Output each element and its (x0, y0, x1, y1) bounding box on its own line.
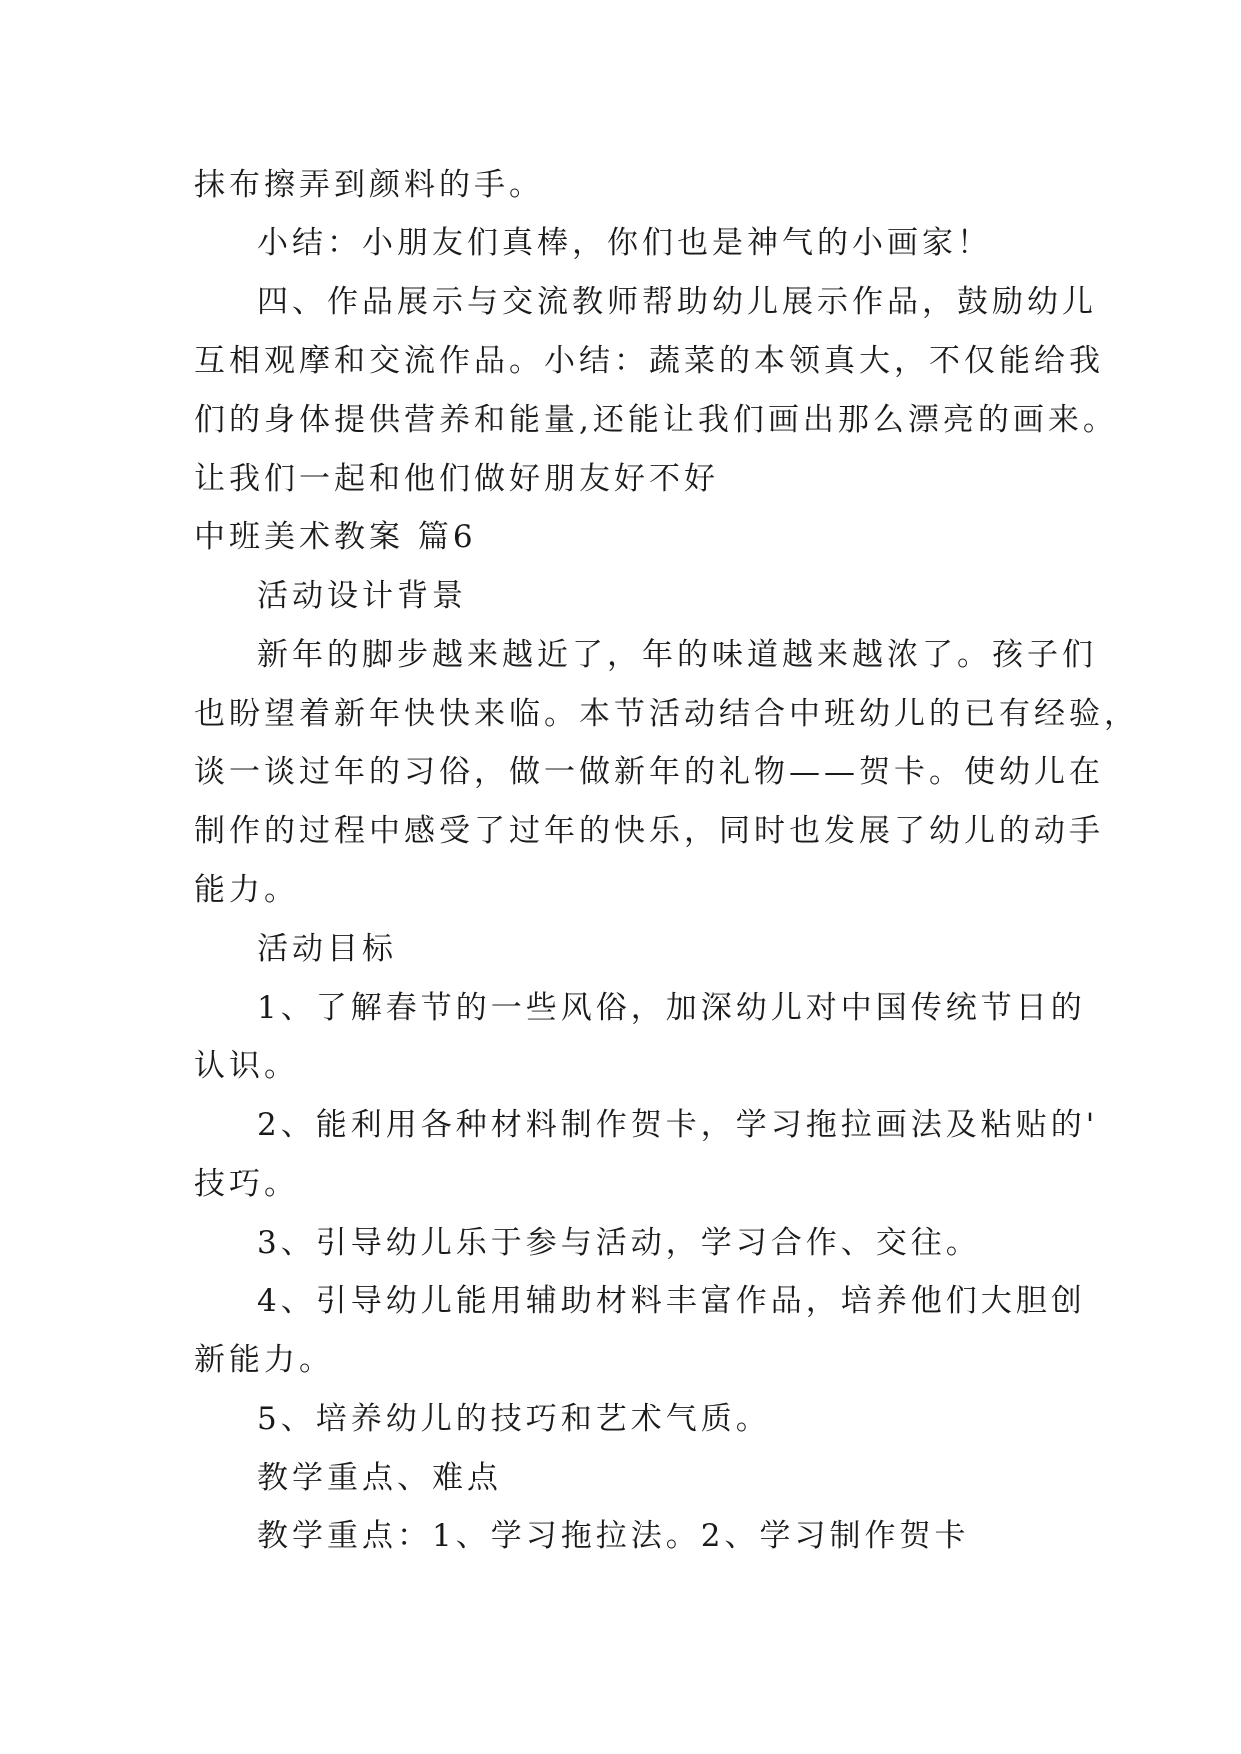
subheading: 活动目标 (257, 931, 397, 967)
section-heading: 中班美术教案 篇6 (194, 519, 477, 555)
text-line: 让我们一起和他们做好朋友好不好 (194, 461, 719, 497)
text-line: 四、作品展示与交流教师帮助幼儿展示作品，鼓励幼儿 (257, 284, 1097, 320)
subheading: 教学重点、难点 (257, 1460, 502, 1496)
text-line: 1、了解春节的一些风俗，加深幼儿对中国传统节日的 (257, 990, 1086, 1026)
text-line: 5、培养幼儿的技巧和艺术气质。 (257, 1401, 771, 1437)
text-line: 也盼望着新年快快来临。本节活动结合中班幼儿的已有经验， (194, 696, 1139, 732)
text-line: 谈一谈过年的习俗，做一做新年的礼物——贺卡。使幼儿在 (194, 754, 1104, 790)
text-line: 抹布擦弄到颜料的手。 (194, 167, 544, 203)
text-line: 4、引导幼儿能用辅助材料丰富作品，培养他们大胆创 (257, 1283, 1086, 1319)
text-line: 新能力。 (194, 1342, 334, 1378)
subheading: 活动设计背景 (257, 578, 467, 614)
text-line: 能力。 (194, 872, 299, 908)
text-line: 认识。 (194, 1048, 299, 1084)
text-line: 新年的脚步越来越近了，年的味道越来越浓了。孩子们 (257, 637, 1097, 673)
text-line: 3、引导幼儿乐于参与活动，学习合作、交往。 (257, 1225, 981, 1261)
text-line: 小结：小朋友们真棒，你们也是神气的小画家！ (257, 225, 992, 261)
text-line: 教学重点：1、学习拖拉法。2、学习制作贺卡 (257, 1518, 970, 1554)
text-line: 制作的过程中感受了过年的快乐，同时也发展了幼儿的动手 (194, 813, 1104, 849)
text-line: 们的身体提供营养和能量,还能让我们画出那么漂亮的画来。 (194, 402, 1118, 438)
text-line: 技巧。 (194, 1166, 299, 1202)
text-line: 互相观摩和交流作品。小结：蔬菜的本领真大，不仅能给我 (194, 343, 1104, 379)
text-line: 2、能利用各种材料制作贺卡，学习拖拉画法及粘贴的' (257, 1107, 1099, 1143)
